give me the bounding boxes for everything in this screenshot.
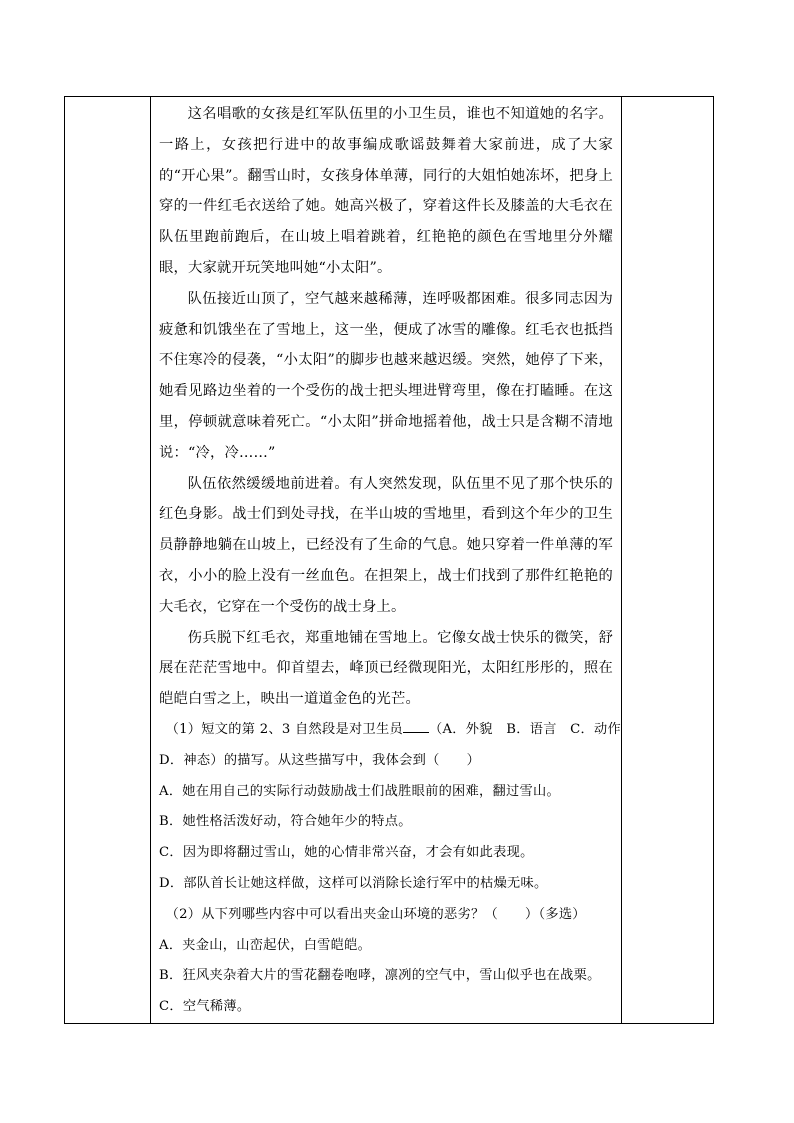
question-2-option-a: A．夹金山，山峦起伏，白雪皑皑。 xyxy=(159,937,372,953)
question-2-stem: （2）从下列哪些内容中可以看出夹金山环境的恶劣？（ ）（多选） xyxy=(165,906,586,922)
question-2-option-b: B．狂风夹杂着大片的雪花翻卷咆哮，凛冽的空气中，雪山似乎也在战栗。 xyxy=(159,968,601,984)
question-1-stem-start: （1）短文的第 2、3 自然段是对卫生员 xyxy=(165,721,403,737)
question-1-option-b: B．她性格活泼好动，符合她年少的特点。 xyxy=(159,814,412,830)
question-2-option-c: C．空气稀薄。 xyxy=(159,999,251,1015)
question-1-option-c: C．因为即将翻过雪山，她的心情非常兴奋，才会有如此表现。 xyxy=(159,845,534,861)
question-1-option-d: D．部队首长让她这样做，这样可以消除长途行军中的枯燥无味。 xyxy=(159,875,548,891)
left-blank-cell xyxy=(65,97,151,1024)
worksheet-table xyxy=(64,96,714,1024)
question-1-option-a: A．她在用自己的实际行动鼓励战士们战胜眼前的困难，翻过雪山。 xyxy=(159,783,560,799)
passage-paragraph-2: 队伍接近山顶了，空气越来越稀薄，连呼吸都困难。很多同志因为疲惫和饥饿坐在了雪地上，这一坐，便成了冰雪的雕像。红毛衣也抵挡不住寒冷的侵袭，“小太阳”的脚步也越来越迟缓。突然，她停了下来，她看见路边坐着的一个受伤的战士把头埋进臂弯里，像在打瞌睡。在这里，停顿就意味着死亡。“小太阳”拼命地摇着他，战士只是含糊不清地说：“冷，冷……” xyxy=(159,290,613,461)
question-1-line-1 xyxy=(159,715,622,746)
answer-blank[interactable] xyxy=(403,720,429,733)
right-blank-cell xyxy=(622,97,714,1024)
passage-paragraph-3: 队伍依然缓缓地前进着。有人突然发现，队伍里不见了那个快乐的红色身影。战士们到处寻找，在半山坡的雪地里，看到这个年少的卫生员静静地躺在山坡上，已经没有了生命的气息。她只穿着一件单薄的军衣，小小的脸上没有一丝血色。在担架上，战士们找到了那件红艳艳的大毛衣，它穿在一个受伤的战士身上。 xyxy=(159,475,613,615)
passage-paragraph-1: 这名唱歌的女孩是红军队伍里的小卫生员，谁也不知道她的名字。一路上，女孩把行进中的故事编成歌谣鼓舞着大家前进，成了大家的“开心果”。翻雪山时，女孩身体单薄，同行的大姐怕她冻坏，把身上穿的一件红毛衣送给了她。她高兴极了，穿着这件长及膝盖的大毛衣在队伍里跑前跑后，在山坡上唱着跳着，红艳艳的颜色在雪地里分外耀眼，大家就开玩笑地叫她“小太阳”。 xyxy=(159,106,613,276)
question-1-stem-choices: （A．外貌 B．语言 C．动作 xyxy=(428,721,622,737)
question-1-line-2: D．神态）的描写。从这些描写中，我体会到（ ） xyxy=(159,752,481,768)
table-row xyxy=(65,97,714,1024)
passage-paragraph-4: 伤兵脱下红毛衣，郑重地铺在雪地上。它像女战士快乐的微笑，舒展在茫茫雪地中。仰首望去，峰顶已经微现阳光，太阳红彤彤的，照在皑皑白雪之上，映出一道道金色的光芒。 xyxy=(159,629,613,708)
content-cell xyxy=(151,97,622,1024)
